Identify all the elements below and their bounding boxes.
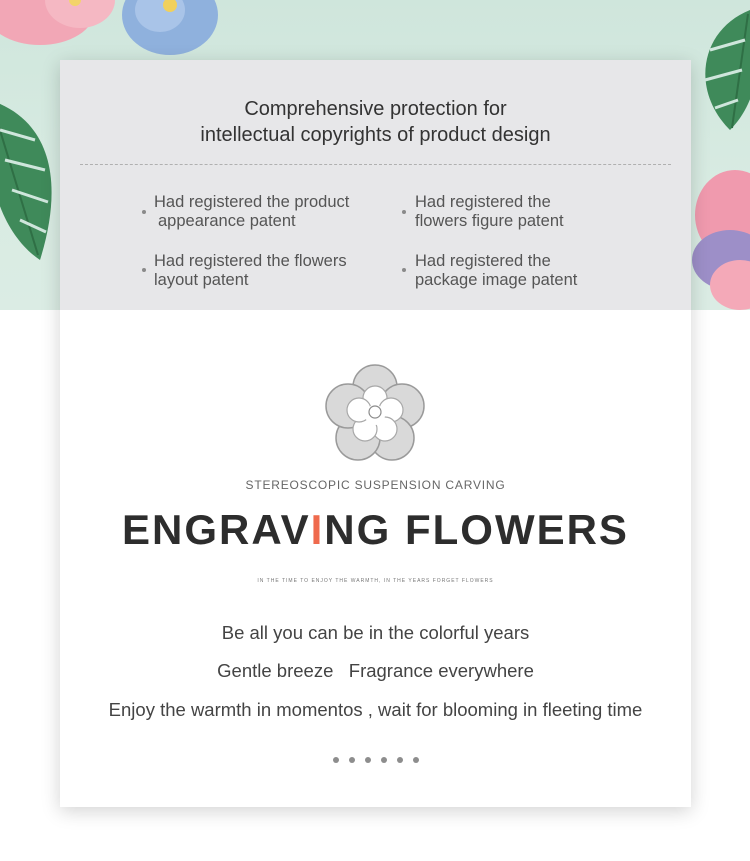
feature-title: ENGRAVING FLOWERS (122, 506, 629, 553)
pink-flower-right-icon (690, 165, 750, 310)
pager-dot[interactable] (333, 757, 339, 763)
pager-dot[interactable] (365, 757, 371, 763)
monstera-leaf-right-icon (690, 10, 750, 130)
patent-item-figure: Had registered the flowers figure patent (415, 193, 564, 230)
pager-dots (60, 750, 691, 768)
slogan-line-2: Gentle breeze Fragrance everywhere (217, 660, 534, 681)
feature-tagline: IN THE TIME TO ENJOY THE WARMTH, IN THE YEARS FORGET FLOWERS (257, 578, 494, 584)
slogan-line-1: Be all you can be in the colorful years (221, 622, 530, 643)
pager-dot[interactable] (397, 757, 403, 763)
bullet-icon (402, 268, 406, 272)
bullet-icon (142, 210, 146, 214)
pager-dot[interactable] (381, 757, 387, 763)
pink-flower-top-left-icon (0, 0, 130, 60)
slogan-line-3: Enjoy the warmth in momentos , wait for blooming in fleeting time (108, 699, 643, 720)
patent-item-package: Had registered the package image patent (415, 252, 578, 289)
dashed-divider (80, 164, 671, 165)
carved-flower-icon (320, 360, 430, 470)
protection-headline (60, 96, 691, 148)
pager-dot[interactable] (413, 757, 419, 763)
bullet-icon (402, 210, 406, 214)
title-accent-letter: I (310, 506, 325, 553)
product-card (60, 60, 691, 807)
feature-subtitle: STEREOSCOPIC SUSPENSION CARVING (245, 478, 506, 492)
blue-flower-top-icon (120, 0, 220, 60)
pager-dot[interactable] (349, 757, 355, 763)
patent-item-appearance: Had registered the product appearance patent (154, 193, 350, 230)
patent-item-layout: Had registered the flowers layout patent (154, 252, 347, 289)
bullet-icon (142, 268, 146, 272)
headline-line-2: intellectual copyrights of product design (200, 124, 551, 146)
headline-line-1: Comprehensive protection for (244, 98, 507, 120)
patent-section (60, 60, 691, 310)
